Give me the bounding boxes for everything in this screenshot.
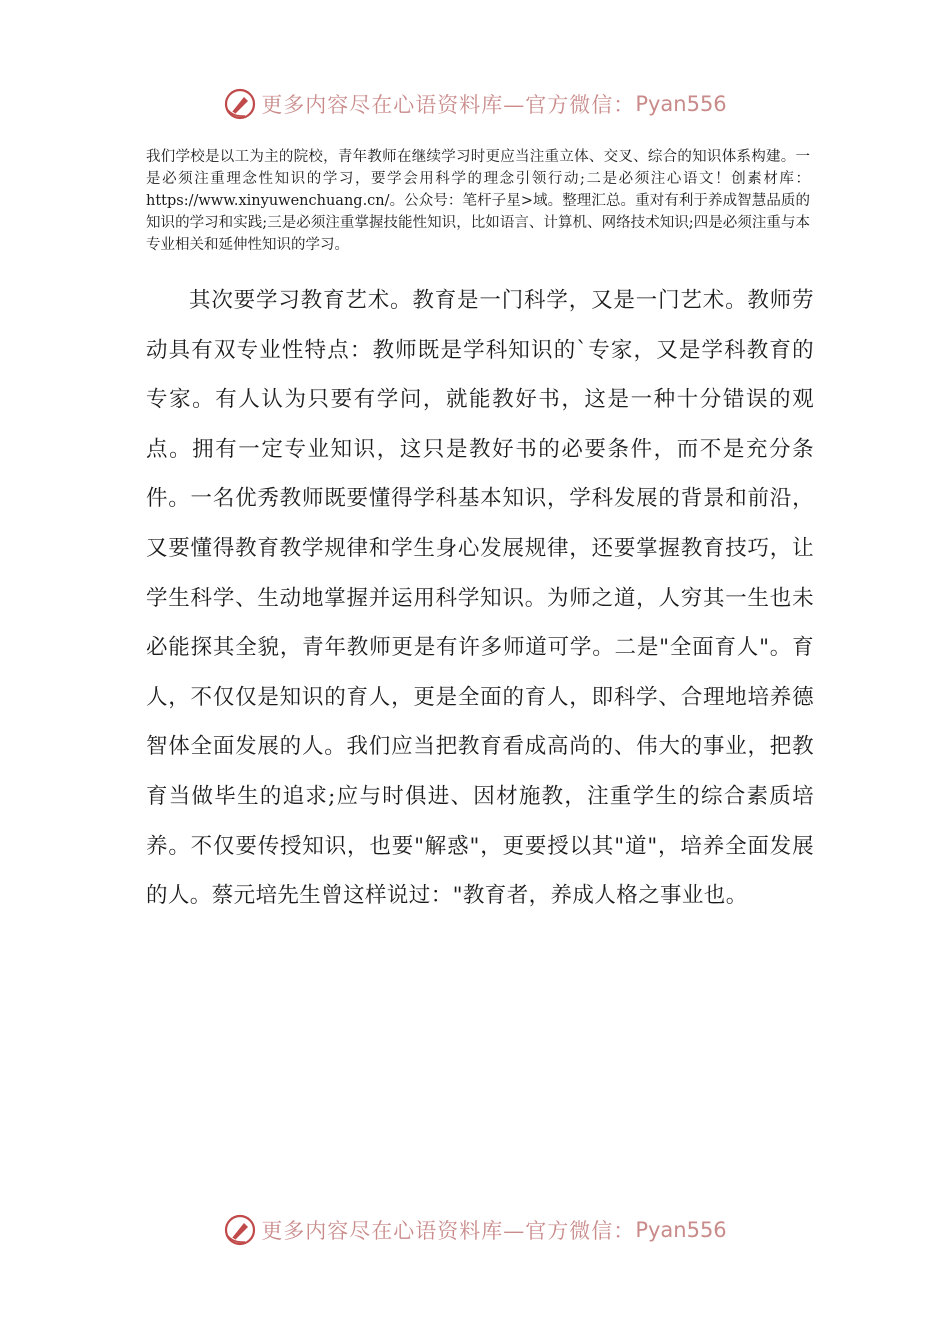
banner-text: 更多内容尽在心语资料库—官方微信： <box>261 93 636 117</box>
footer-banner <box>0 1208 950 1252</box>
wechat-id: Pyan556 <box>635 1218 727 1242</box>
wechat-id: Pyan556 <box>635 92 727 116</box>
pen-nib-logo-icon <box>223 87 257 121</box>
banner-text: 更多内容尽在心语资料库—官方微信： <box>261 1219 636 1243</box>
header-banner <box>0 82 950 126</box>
main-paragraph: 其次要学习教育艺术。教育是一门科学，又是一门艺术。教师劳动具有双专业性特点：教师既是学科知识的`专家，又是学科教育的专家。有人认为只要有学问，就能教好书，这是一种十分错误的观点。拥有一定专业知识，这只是教好书的必要条件，而不是充分条件。一名优秀教师既要懂得学科基本知识，学科发展的背景和前沿，又要懂得教育教学规律和学生身心发展规律，还要掌握教育技巧，让学生科学、生动地掌握并运用科学知识。为师之道，人穷其一生也未必能探其全貌，青年教师更是有许多师道可学。二是"全面育人"。育人，不仅仅是知识的育人，更是全面的育人，即科学、合理地培养德智体全面发展的人。我们应当把教育看成高尚的、伟大的事业，把教育当做毕生的追求;应与时俱进、因材施教，注重学生的综合素质培养。不仅要传授知识，也要"解惑"，更要授以其"道"，培养全面发展的人。蔡元培先生曾这样说过："教育者，养成人格之事业也。 <box>146 288 814 909</box>
intro-paragraph: 我们学校是以工为主的院校，青年教师在继续学习时更应当注重立体、交叉、综合的知识体系构建。一是必须注重理念性知识的学习，要学会用科学的理念引领行动;二是必须注心语文！创素材库：https://www.xinyuwenchuang.cn/。公众号：笔杆子星>域。整理汇总。重对有利于养成智慧品质的知识的学习和实践;三是必须注重掌握技能性知识，比如语言、计算机、网络技术知识;四是必须注重与本专业相关和延伸性知识的学习。 <box>146 149 810 253</box>
pen-nib-logo-icon <box>223 1213 257 1247</box>
